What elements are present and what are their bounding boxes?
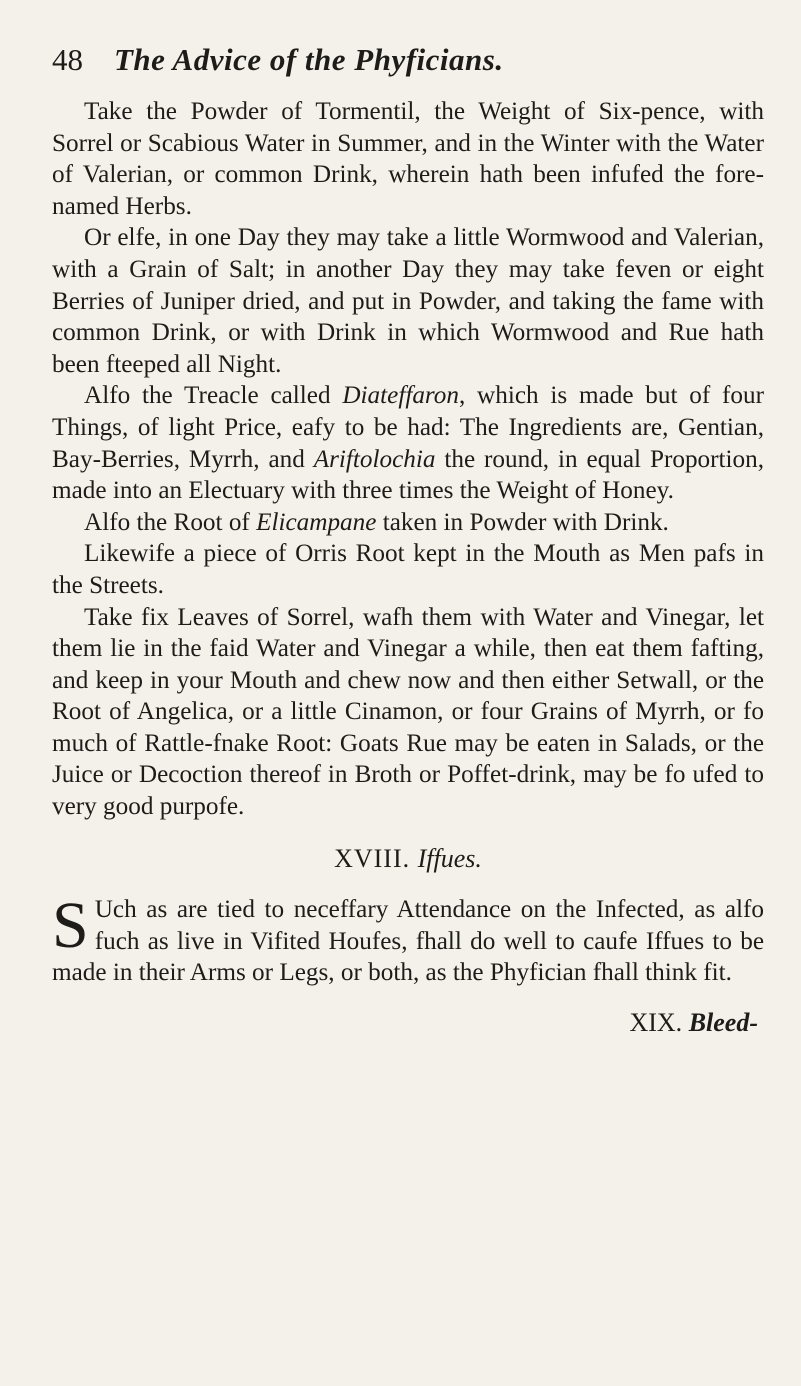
paragraph-issues — [52, 889, 764, 989]
italic-term: Diateffaron — [342, 382, 459, 410]
section-numeral: XVIII. — [334, 843, 411, 873]
paragraph-treacle — [52, 380, 764, 506]
text-run: Alfo the Root of — [84, 508, 257, 536]
text-run: the round, in equal Proportion, made into an Electuary with three times the Weight of Honey. — [52, 445, 765, 505]
drop-cap: S — [52, 889, 89, 963]
italic-term: Ariftolochia — [313, 445, 436, 473]
catchword-word: Bleed- — [688, 1008, 758, 1038]
running-title: The Advice of the Phyficians. — [114, 42, 504, 77]
text-run: Uch as are tied to neceffary Attendance on the Infected, as alfo fuch as live in Vifited Houfes, fhall do well to caufe Iffues to be made in their Arms or Legs, or both, as the Phyfician fhall think fit. — [52, 896, 764, 987]
paragraph-sorrel: Take fix Leaves of Sorrel, wafh them with Water and Vinegar, let them lie in the faid Water and Vinegar a while, then eat them fafting, and keep in your Mouth and chew now and then either Setwall, or the Root of Angelica, or a little Cinamon, or four Grains of Myrrh, or fo much of Rattle-fnake Root: Goats Rue may be eaten in Salads, or the Juice or Decoction thereof in Broth or Poffet-drink, may be fo ufed to very good purpofe. — [52, 603, 764, 821]
paragraph-tormentil: Take the Powder of Tormentil, the Weight of Six-pence, with Sorrel or Scabious Water in Summer, and in the Winter with the Water of Valerian, or common Drink, wherein hath been infufed the fore-named Herbs. — [52, 98, 764, 220]
text-run: taken in Powder with Drink. — [376, 508, 669, 536]
page-body — [52, 96, 764, 1039]
text-run: Alfo the Treacle called — [84, 382, 343, 410]
italic-term: Elicampane — [256, 508, 377, 536]
catchword — [52, 1007, 764, 1039]
paragraph-orris: Likewife a piece of Orris Root kept in the Mouth as Men pafs in the Streets. — [52, 540, 764, 599]
paragraph-wormwood: Or elfe, in one Day they may take a little Wormwood and Valerian, with a Grain of Salt; in another Day they may take feven or eight Berries of Juniper dried, and put in Powder, and taking the fame with common Drink, or with Drink in which Wormwood and Rue hath been fteeped all Night. — [52, 224, 764, 378]
page-number: 48 — [52, 42, 83, 77]
text-run: , which is made but of four Things, of light Price, eafy to be had: The Ingredients are, Gentian, Bay-Berries, Myrrh, and — [52, 382, 764, 473]
section-title: Iffues. — [417, 843, 482, 873]
section-heading — [52, 843, 764, 875]
catchword-numeral: XIX. — [629, 1008, 683, 1038]
paragraph-elicampane — [52, 507, 764, 539]
page-header — [52, 40, 752, 80]
